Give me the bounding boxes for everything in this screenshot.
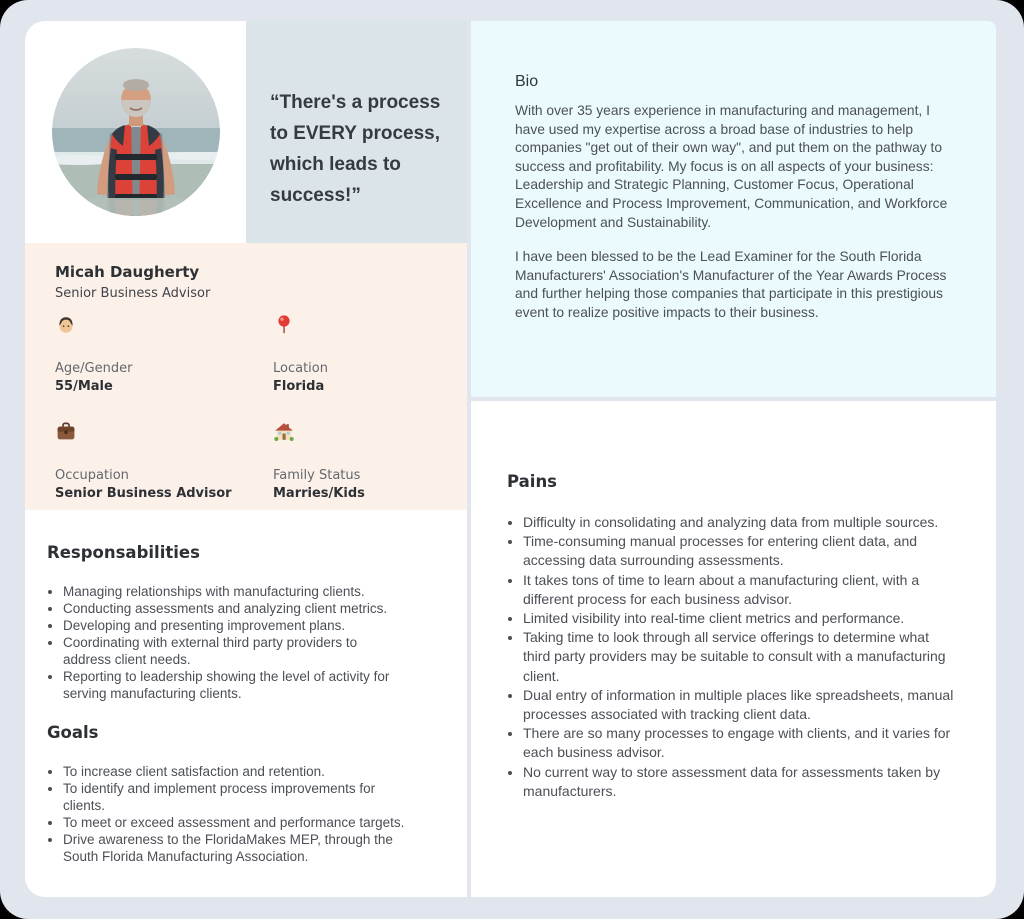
- list-item: • Coordinating with external third party providers to address client needs.: [63, 634, 405, 668]
- list-item: • Managing relationships with manufacturing clients.: [63, 583, 405, 600]
- persona-fields: [55, 314, 443, 502]
- responsibilities-goals-card: [25, 510, 467, 897]
- house-icon: [273, 421, 295, 443]
- field-value: Florida: [273, 379, 325, 394]
- field-label: Occupation: [55, 468, 129, 483]
- list-item: • To meet or exceed assessment and performance targets.: [63, 814, 405, 831]
- list-item: • Taking time to look through all service offerings to determine what third party providers may be suitable to consult with a manufacturing client.: [523, 628, 956, 686]
- list-item: • Conducting assessments and analyzing client metrics.: [63, 600, 405, 617]
- list-item: • Drive awareness to the FloridaMakes MEP, through the South Florida Manufacturing Association.: [63, 831, 405, 865]
- quote-card: [246, 21, 467, 243]
- persona-title: Senior Business Advisor: [55, 286, 211, 301]
- person-icon: [55, 314, 77, 336]
- responsibilities-heading: Responsabilities: [47, 543, 200, 562]
- field-location: [273, 314, 443, 395]
- field-value: 55/Male: [55, 379, 113, 394]
- field-family-status: [273, 421, 443, 502]
- persona-details-card: [25, 243, 467, 510]
- profile-photo: [52, 48, 220, 216]
- list-item: • To increase client satisfaction and retention.: [63, 763, 405, 780]
- quote-text: “There's a process to EVERY process, which leads to success!”: [270, 92, 441, 206]
- list-item: • Difficulty in consolidating and analyzing data from multiple sources.: [523, 513, 956, 532]
- list-item: • There are so many processes to engage with clients, and it varies for each business advisor.: [523, 724, 956, 762]
- field-label: Family Status: [273, 468, 361, 483]
- field-value: Senior Business Advisor: [55, 486, 232, 501]
- bio-paragraph: With over 35 years experience in manufacturing and management, I have used my expertise across a broad base of industries to help companies "get out of their own way", and put them on the pathway to success and profitability. My focus is on all aspects of your business: Leadership and Strategic Planning, Customer Focus, Operational Excellence and Process Improvement, Communication, and Workforce Development and Sustainability.: [515, 103, 948, 230]
- briefcase-icon: [55, 421, 77, 443]
- field-label: Age/Gender: [55, 361, 133, 376]
- field-occupation: [55, 421, 273, 502]
- photo-card: [25, 21, 246, 243]
- list-item: • No current way to store assessment data for assessments taken by manufacturers.: [523, 763, 956, 801]
- goals-heading: Goals: [47, 723, 99, 742]
- bio-heading: Bio: [515, 73, 539, 90]
- list-item: • Reporting to leadership showing the level of activity for serving manufacturing clients.: [63, 668, 405, 702]
- list-item: • Limited visibility into real-time client metrics and performance.: [523, 609, 956, 628]
- pains-card: [471, 401, 996, 897]
- field-value: Marries/Kids: [273, 486, 365, 501]
- goals-list: [47, 763, 405, 865]
- list-item: • Time-consuming manual processes for entering client data, and accessing data surrounding assessments.: [523, 532, 956, 570]
- list-item: • Dual entry of information in multiple places like spreadsheets, manual processes associated with tracking client data.: [523, 686, 956, 724]
- field-label: Location: [273, 361, 328, 376]
- location-pin-icon: [273, 314, 295, 336]
- pains-list: [507, 513, 956, 801]
- pains-heading: Pains: [507, 472, 558, 491]
- persona-name: Micah Daugherty: [55, 263, 200, 281]
- bio-card: [471, 21, 996, 397]
- bio-paragraph: I have been blessed to be the Lead Examiner for the South Florida Manufacturers' Association's Manufacturer of the Year Awards Process and further helping those companies that participate in this prestigious event to realize positive impacts to their business.: [515, 249, 947, 320]
- list-item: • Developing and presenting improvement plans.: [63, 617, 405, 634]
- responsibilities-list: [47, 583, 405, 702]
- list-item: • To identify and implement process improvements for clients.: [63, 780, 405, 814]
- field-age-gender: [55, 314, 273, 395]
- list-item: • It takes tons of time to learn about a manufacturing client, with a different process for each business advisor.: [523, 571, 956, 609]
